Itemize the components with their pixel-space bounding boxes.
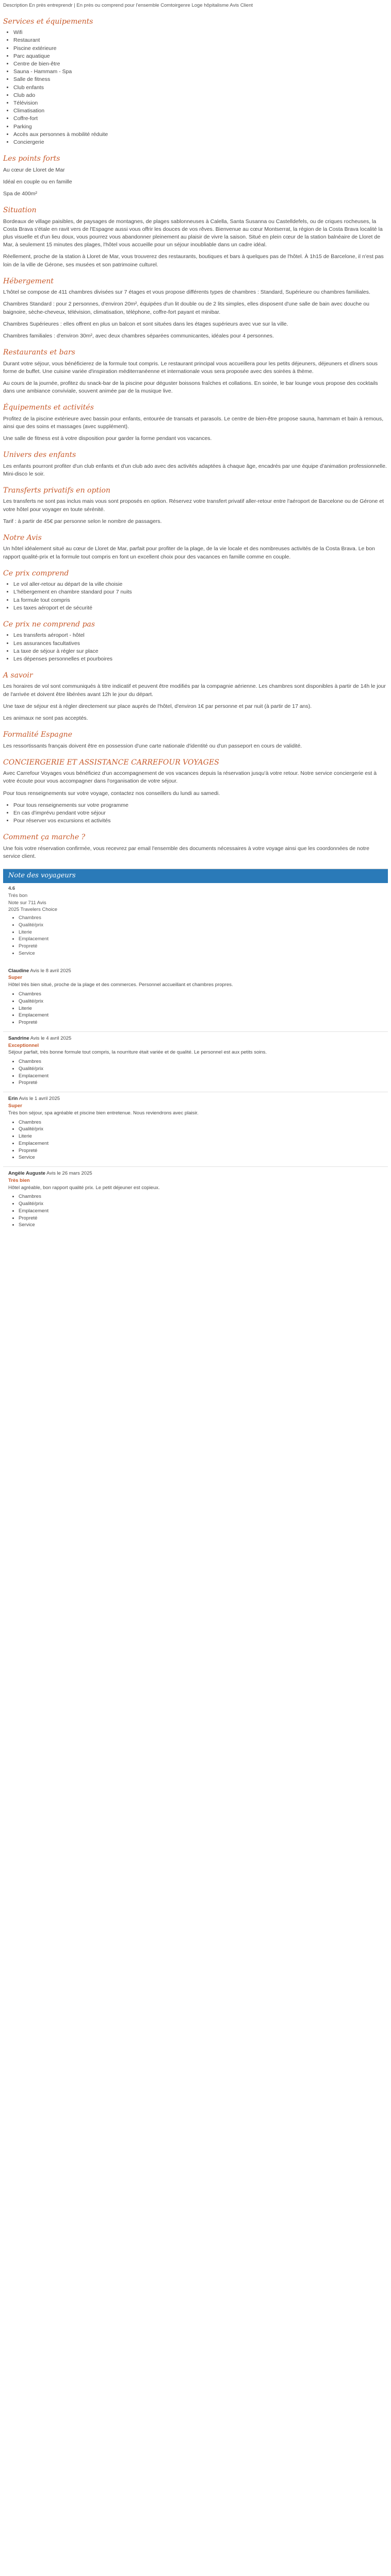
review-item: [3, 964, 388, 1031]
list-item: • Pour réserver vos excursions et activités: [13, 817, 388, 825]
review-item: [3, 1092, 388, 1166]
reviews-criteria-list: [8, 914, 383, 957]
section-paragraph: Chambres familiales : d'environ 30m², avec deux chambres séparées communicantes, idéales pour 4 personnes.: [3, 333, 274, 340]
review-criterion: • Propreté: [19, 1215, 383, 1222]
review-author-line: [8, 968, 383, 975]
section-paragraph: Réellement, proche de la station à Lloret de Mar, vous trouverez des restaurants, boutiques et bars à quelques pas de l'hôtel. À 1h15 de Barcelone, il n'est pas loin de la ville de Gérone, ses musées et son patrimoine culturel.: [3, 253, 384, 268]
section-paragraph: Pour tous renseignements sur votre voyage, contactez nos conseillers du lundi au samedi.: [3, 790, 220, 796]
section-list: [3, 29, 388, 146]
reviews-rating-label: Trés bon: [8, 892, 28, 899]
section: [3, 619, 388, 663]
list-item: • Piscine extérieure: [13, 45, 388, 53]
section-paragraph: Une taxe de séjour est à régler directement sur place auprès de l'hôtel, d'environ 1€ par personne et par nuit (à partir de 17 ans).: [3, 703, 312, 709]
review-date: Avis le 4 avril 2025: [30, 1035, 72, 1041]
section-title: A savoir: [3, 671, 33, 680]
section: [3, 730, 388, 750]
section-paragraph: Chambres Standard : pour 2 personnes, d'environ 20m², équipées d'un lit double ou de 2 lits simples, elles disposent d'une salle de bain avec douche ou baignoire, sèche-cheveux, télévision, climatisation, téléphone, coffre-fort payant et minibar.: [3, 301, 369, 315]
review-criteria: [8, 991, 383, 1026]
review-date: Avis le 26 mars 2025: [46, 1171, 92, 1177]
list-item: • Club enfants: [13, 84, 388, 92]
review-criterion: • Chambres: [19, 1119, 383, 1126]
review-criterion: • Propreté: [19, 1079, 383, 1087]
review-criterion: • Qualité/prix: [19, 1126, 383, 1133]
section-title: Univers des enfants: [3, 451, 76, 460]
review-author: Sandrine: [8, 1035, 29, 1041]
list-item: • L'hébergement en chambre standard pour 7 nuits: [13, 588, 388, 596]
criteria-item: • Chambres: [19, 914, 383, 922]
review-criterion: • Emplacement: [19, 1208, 383, 1215]
review-author: Angèle Auguste: [8, 1171, 45, 1177]
review-date: Avis le 1 avril 2025: [19, 1096, 60, 1102]
reviews-score: 4.6: [8, 886, 15, 892]
review-criteria: [8, 1193, 383, 1229]
review-criterion: • Chambres: [19, 991, 383, 998]
section-paragraph: Les ressortissants français doivent être en possession d'une carte nationale d'identité ou d'un passeport en cours de validité.: [3, 742, 302, 749]
section: [3, 154, 388, 198]
list-item: • Pour tous renseignements sur votre programme: [13, 802, 388, 809]
section: [3, 670, 388, 722]
section: [3, 757, 388, 825]
section-paragraph: Une fois votre réservation confirmée, vous recevrez par email l'ensemble des documents nécessaires à votre voyage ainsi que les coordonnées de notre service client.: [3, 845, 369, 859]
review-criterion: • Emplacement: [19, 1073, 383, 1080]
criteria-item: • Propreté: [19, 943, 383, 950]
section-paragraph: Idéal en couple ou en famille: [3, 178, 72, 185]
intro-text: Description En près entreprendr | En près ou comprend pour l'ensemble Comtoirgenre Loge hôpitalisme Avis Client: [3, 3, 253, 8]
review-items: [3, 964, 388, 1234]
section: [3, 568, 388, 612]
list-item: • Les taxes aéroport et de sécurité: [13, 604, 388, 612]
section-title: Ce prix comprend: [3, 569, 69, 578]
list-item: • Club ado: [13, 92, 388, 99]
section-paragraph: Les horaires de vol sont communiqués à titre indicatif et peuvent être modifiés par la compagnie aérienne. Les chambres sont disponibles à partir de 14h le jour de l'arrivée et doivent être libérées avant 12h le jour du départ.: [3, 683, 386, 698]
review-comment: Hôtel très bien situé, proche de la plage et des commerces. Personnel accueillant et chambres propres.: [8, 982, 233, 988]
section-list: [3, 802, 388, 825]
list-item: • Climatisation: [13, 107, 388, 115]
section: [3, 402, 388, 443]
section-title: Formalité Espagne: [3, 731, 72, 739]
review-criterion: • Qualité/prix: [19, 998, 383, 1005]
section-paragraph: Au cœur de Lloret de Mar: [3, 166, 65, 173]
list-item: • Coffre-fort: [13, 115, 388, 123]
reviews-summary: [3, 883, 388, 964]
section: [3, 347, 388, 395]
section-paragraph: Durant votre séjour, vous bénéficierez de la formule tout compris. Le restaurant principal vous accueillera pour les petits déjeuners, déjeuners et dîners sous forme de buffet. Une cuisine variée d'inspiration méditerranéenne et internationale vous sera proposée avec des soirées à thème.: [3, 360, 378, 375]
review-date: Avis le 8 avril 2025: [30, 968, 71, 974]
review-criterion: • Qualité/prix: [19, 1200, 383, 1208]
review-grade: Exceptionnel: [8, 1042, 39, 1048]
review-criteria: [8, 1058, 383, 1087]
section-paragraph: Un hôtel idéalement situé au cœur de Lloret de Mar, parfait pour profiter de la plage, de la vie locale et des nombreuses activités de la Costa Brava. Le bon rapport qualité-prix et la formule tout compris en font un excellent choix pour des vacances en famille comme en couple.: [3, 546, 375, 560]
review-criterion: • Literie: [19, 1005, 383, 1012]
list-item: • Les transferts aéroport - hôtel: [13, 632, 388, 639]
list-item: • Restaurant: [13, 37, 388, 44]
section: [3, 485, 388, 526]
section-paragraph: Les enfants pourront profiter d'un club enfants et d'un club ado avec des activités adaptées à chaque âge, encadrés par une équipe d'animation professionnelle. Mini-disco le soir.: [3, 463, 387, 477]
list-item: • Accès aux personnes à mobilité réduite: [13, 131, 388, 139]
section-paragraph: Avec Carrefour Voyages vous bénéficiez d'un accompagnement de vos vacances depuis la réservation jusqu'à votre retour. Notre service conciergerie est à votre écoute pour vous accompagner dans l'organisation de votre séjour.: [3, 770, 377, 785]
reviews-title: Note des voyageurs: [3, 869, 388, 883]
review-author-line: [8, 1095, 383, 1103]
review-criterion: • Propreté: [19, 1019, 383, 1026]
section: [3, 533, 388, 561]
review-criterion: • Emplacement: [19, 1012, 383, 1019]
section-paragraph: Profitez de la piscine extérieure avec bassin pour enfants, entourée de transats et parasols. Le centre de bien-être propose sauna, hammam et bain à remous, ainsi que des soins et massages (avec supplément).: [3, 415, 384, 430]
review-criterion: • Emplacement: [19, 1140, 383, 1147]
review-author: Erin: [8, 1096, 18, 1102]
section-title: Services et équipements: [3, 17, 93, 26]
section-paragraph: Tarif : à partir de 45€ par personne selon le nombre de passagers.: [3, 518, 162, 524]
list-item: • Les dépenses personnelles et pourboires: [13, 655, 388, 663]
reviews-meta: Note sur 711 Avis: [8, 900, 46, 906]
review-criterion: • Service: [19, 1154, 383, 1161]
list-item: • La taxe de séjour à régler sur place: [13, 648, 388, 655]
reviews-sub: 2025 Travelers Choice: [8, 907, 58, 913]
list-item: • Salle de fitness: [13, 76, 388, 83]
criteria-item: • Literie: [19, 929, 383, 936]
review-criterion: • Propreté: [19, 1147, 383, 1155]
section-list: [3, 632, 388, 663]
list-item: • Parc aquatique: [13, 53, 388, 60]
list-item: • Centre de bien-être: [13, 60, 388, 68]
section: [3, 450, 388, 478]
content-sections: [3, 16, 388, 860]
review-criterion: • Literie: [19, 1133, 383, 1140]
section-title: Situation: [3, 206, 37, 215]
review-criterion: • Qualité/prix: [19, 1065, 383, 1073]
list-item: • Sauna - Hammam - Spa: [13, 68, 388, 76]
section-list: [3, 581, 388, 612]
review-item: [3, 1166, 388, 1234]
review-grade: Très bien: [8, 1177, 30, 1183]
review-criterion: • Service: [19, 1222, 383, 1229]
section-title: Restaurants et bars: [3, 348, 75, 357]
review-comment: Séjour parfait, très bonne formule tout compris, la nourriture était variée et de qualité. Le personnel est aux petits soins.: [8, 1049, 267, 1056]
list-item: • La formule tout compris: [13, 597, 388, 604]
section-paragraph: Chambres Supérieures : elles offrent en plus un balcon et sont situées dans les étages supérieurs avec vue sur la ville.: [3, 320, 288, 327]
list-item: • Parking: [13, 123, 388, 131]
section-title: Hébergement: [3, 277, 54, 285]
list-item: • Les assurances facultatives: [13, 640, 388, 648]
review-author-line: [8, 1170, 383, 1177]
criteria-item: • Emplacement: [19, 936, 383, 943]
section-paragraph: Spa de 400m²: [3, 191, 37, 197]
section-title: CONCIERGERIE ET ASSISTANCE CARREFOUR VOYAGES: [3, 758, 219, 767]
section-title: Notre Avis: [3, 534, 42, 543]
section-title: Les points forts: [3, 155, 60, 163]
review-author-line: [8, 1035, 383, 1042]
review-grade: Super: [8, 975, 22, 981]
section-paragraph: Une salle de fitness est à votre disposition pour garder la forme pendant vos vacances.: [3, 435, 212, 442]
section-title: Comment ça marche ?: [3, 833, 86, 842]
reviews-section: [3, 869, 388, 1234]
list-item: • En cas d'imprévu pendant votre séjour: [13, 809, 388, 817]
list-item: • Wifi: [13, 29, 388, 37]
review-item: [3, 1031, 388, 1092]
section: [3, 276, 388, 340]
review-criterion: • Chambres: [19, 1193, 383, 1200]
section: [3, 16, 388, 147]
section-paragraph: Les transferts ne sont pas inclus mais vous sont proposés en option. Réservez votre transfert privatif aller-retour entre l'aéroport de Barcelone ou de Gérone et votre hôtel pour voyager en toute sérénité.: [3, 498, 384, 513]
page: [0, 0, 391, 1239]
review-comment: Hôtel agréable, bon rapport qualité prix. Le petit déjeuner est copieux.: [8, 1184, 160, 1191]
review-comment: Très bon séjour, spa agréable et piscine bien entretenue. Nous reviendrons avec plaisir.: [8, 1110, 199, 1116]
section-paragraph: Les animaux ne sont pas acceptés.: [3, 715, 88, 722]
section-paragraph: Au cours de la journée, profitez du snack-bar de la piscine pour déguster boissons fraîches et collations. En soirée, le bar lounge vous propose des cocktails dans une ambiance conviviale, souvent animée par de la musique live.: [3, 380, 378, 395]
review-author: Claudine: [8, 968, 29, 974]
review-grade: Super: [8, 1103, 22, 1109]
section-paragraph: L'hôtel se compose de 411 chambres divisées sur 7 étages et vous propose différents types de chambres : Standard, Supérieure ou chambres familiales.: [3, 289, 370, 296]
review-criteria: [8, 1119, 383, 1162]
list-item: • Télévision: [13, 99, 388, 107]
section-title: Ce prix ne comprend pas: [3, 620, 95, 629]
list-item: • Conciergerie: [13, 139, 388, 146]
section-paragraph: Bordeaux de village paisibles, de paysages de montagnes, de plages sablonneuses à Calella, Santa Susanna ou Castelldefels, ou de criques rocheuses, la Costa Brava s'étale en ravit vers de l'Espagne aussi vous offrir les douces de vos rêves. Bienvenue au cœur Montserrat, la région de la Costa Brava localité la plus visuelle et d'un lieu doux, vous pourrez vous abandonner pleinement au plaisir de vivre la saison. Situé en plein cœur de la station balnéaire de Lloret de Mar, à seulement 15 minutes des plages, l'hôtel vous accueille pour un séjour inoubliable dans un cadre idéal.: [3, 218, 383, 248]
section-title: Équipements et activités: [3, 403, 94, 412]
criteria-item: • Service: [19, 950, 383, 957]
section: [3, 205, 388, 269]
review-criterion: • Chambres: [19, 1058, 383, 1065]
section-title: Transferts privatifs en option: [3, 486, 110, 495]
list-item: • Le vol aller-retour au départ de la ville choisie: [13, 581, 388, 588]
section: [3, 832, 388, 860]
criteria-item: • Qualité/prix: [19, 922, 383, 929]
